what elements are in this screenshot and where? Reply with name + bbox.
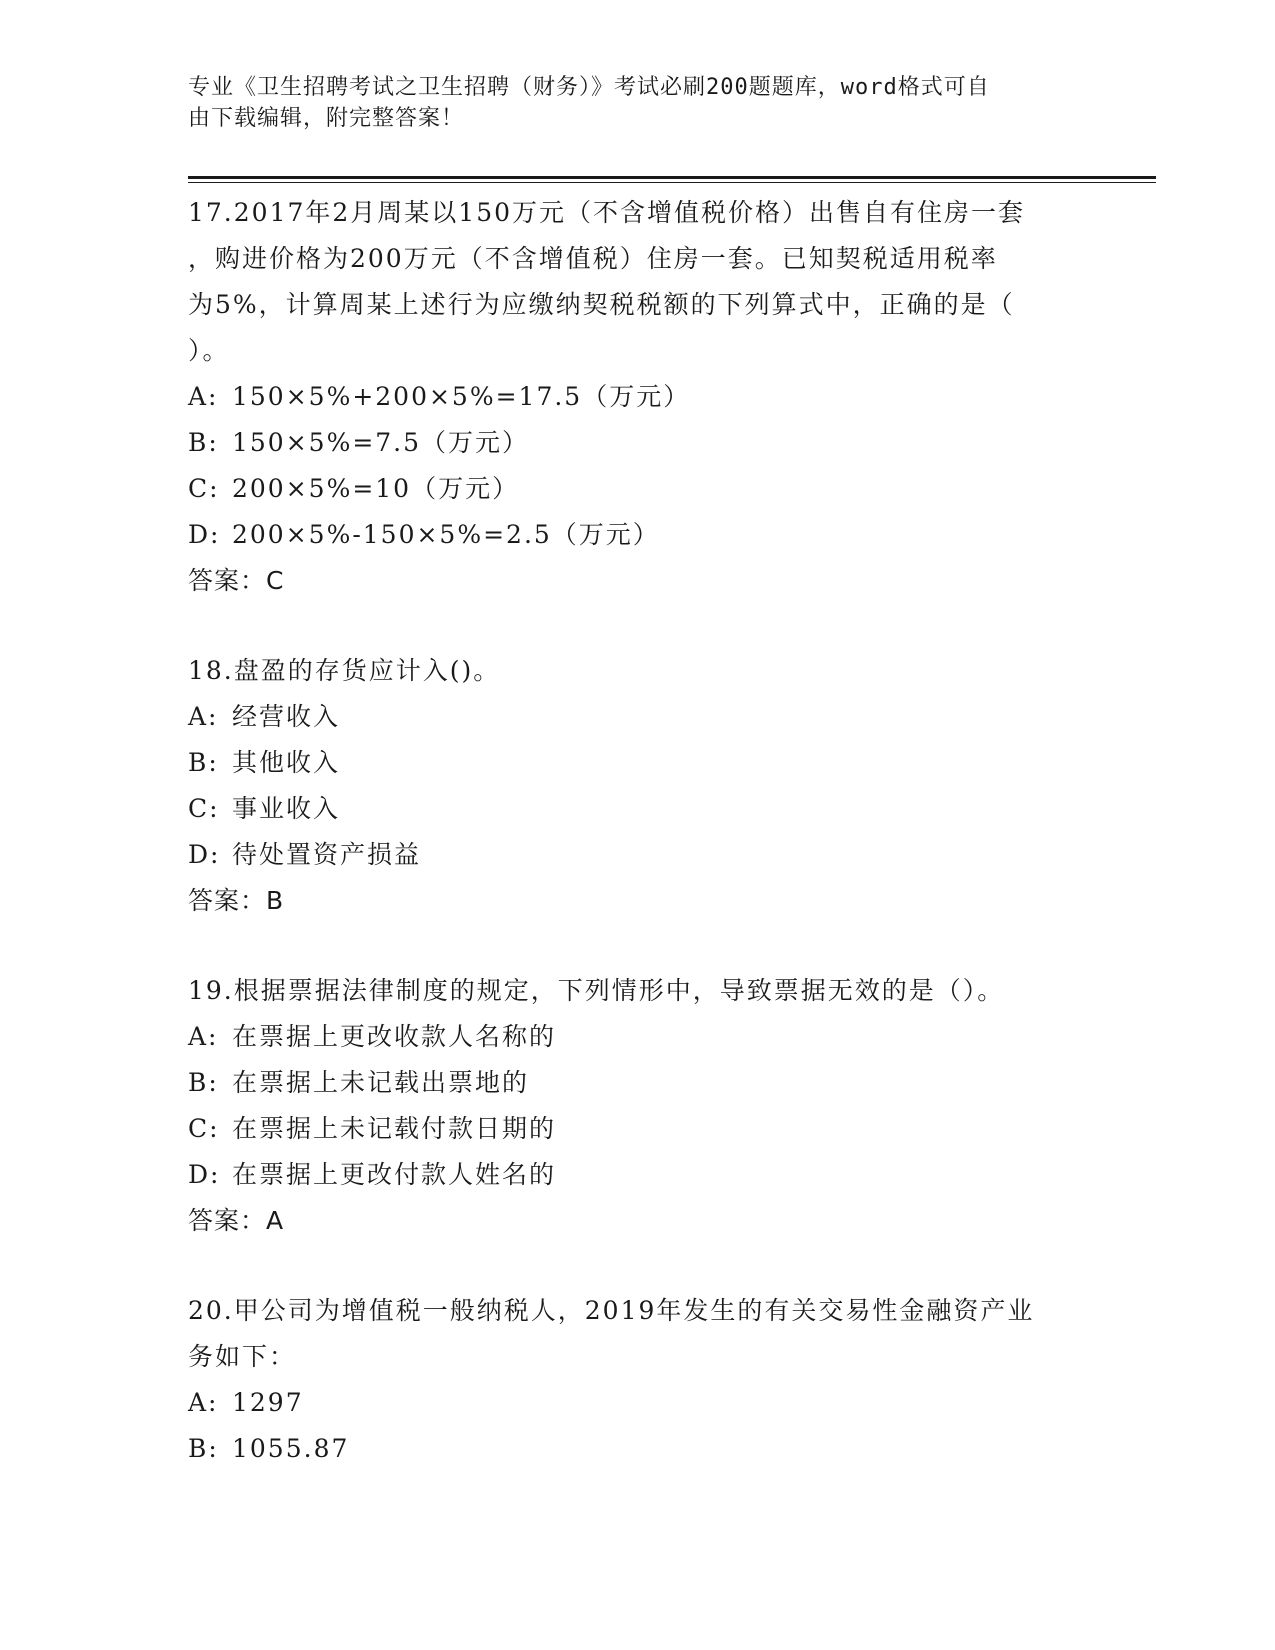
option-letter: A: xyxy=(188,1022,219,1051)
question-stem-line: 务如下： xyxy=(188,1342,297,1371)
option-a xyxy=(188,1014,1088,1060)
header-divider-thin xyxy=(188,182,1156,183)
question-list xyxy=(188,190,1088,1516)
option-d xyxy=(188,832,1088,878)
header-line-1: 专业《卫生招聘考试之卫生招聘（财务）》考试必刷200题题库，word格式可自 xyxy=(188,75,990,100)
question-stem-line: ，购进价格为200万元（不含增值税）住房一套。已知契税适用税率 xyxy=(188,244,998,273)
option-text: 其他收入 xyxy=(232,748,341,777)
header-divider-thick xyxy=(188,176,1156,179)
option-letter: C: xyxy=(188,474,220,503)
option-text: 在票据上未记载付款日期的 xyxy=(232,1114,557,1143)
option-letter: C: xyxy=(188,1114,220,1143)
option-text: 200×5%=10（万元） xyxy=(232,474,520,503)
option-text: 1297 xyxy=(232,1388,304,1417)
question-20 xyxy=(188,1288,1088,1472)
option-b xyxy=(188,420,1088,466)
question-stem-line: 19.根据票据法律制度的规定，下列情形中，导致票据无效的是（）。 xyxy=(188,976,1005,1005)
option-c xyxy=(188,466,1088,512)
option-c xyxy=(188,1106,1088,1152)
option-a xyxy=(188,1380,1088,1426)
option-letter: D: xyxy=(188,840,221,869)
header-line-2: 由下载编辑，附完整答案！ xyxy=(188,106,465,131)
answer-line: 答案：B xyxy=(188,886,285,915)
option-text: 在票据上未记载出票地的 xyxy=(232,1068,530,1097)
option-letter: D: xyxy=(188,520,221,549)
option-text: 在票据上更改付款人姓名的 xyxy=(232,1160,557,1189)
document-header xyxy=(188,72,1088,134)
option-c xyxy=(188,786,1088,832)
question-17 xyxy=(188,190,1088,604)
option-letter: D: xyxy=(188,1160,221,1189)
option-text: 200×5%-150×5%=2.5（万元） xyxy=(232,520,660,549)
option-letter: B: xyxy=(188,428,219,457)
question-stem-line: 18.盘盈的存货应计入()。 xyxy=(188,656,501,685)
option-text: 待处置资产损益 xyxy=(232,840,422,869)
answer-line: 答案：A xyxy=(188,1206,285,1235)
option-text: 150×5%+200×5%=17.5（万元） xyxy=(232,382,691,411)
option-b xyxy=(188,1426,1088,1472)
question-stem-line: 为5%，计算周某上述行为应缴纳契税税额的下列算式中，正确的是（ xyxy=(188,290,1015,319)
option-letter: B: xyxy=(188,1434,219,1463)
option-text: 在票据上更改收款人名称的 xyxy=(232,1022,557,1051)
question-stem-line: ）。 xyxy=(188,336,230,365)
answer-line: 答案：C xyxy=(188,566,285,595)
option-letter: A: xyxy=(188,702,219,731)
option-text: 1055.87 xyxy=(232,1434,350,1463)
question-18 xyxy=(188,648,1088,924)
question-stem-line: 17.2017年2月周某以150万元（不含增值税价格）出售自有住房一套 xyxy=(188,198,1026,227)
option-text: 经营收入 xyxy=(232,702,341,731)
option-d xyxy=(188,512,1088,558)
option-text: 事业收入 xyxy=(232,794,341,823)
option-letter: A: xyxy=(188,1388,219,1417)
option-a xyxy=(188,694,1088,740)
option-b xyxy=(188,740,1088,786)
option-a xyxy=(188,374,1088,420)
option-text: 150×5%=7.5（万元） xyxy=(232,428,530,457)
question-19 xyxy=(188,968,1088,1244)
option-b xyxy=(188,1060,1088,1106)
question-stem-line: 20.甲公司为增值税一般纳税人，2019年发生的有关交易性金融资产业 xyxy=(188,1296,1035,1325)
option-letter: A: xyxy=(188,382,219,411)
option-d xyxy=(188,1152,1088,1198)
option-letter: C: xyxy=(188,794,220,823)
option-letter: B: xyxy=(188,748,219,777)
option-letter: B: xyxy=(188,1068,219,1097)
